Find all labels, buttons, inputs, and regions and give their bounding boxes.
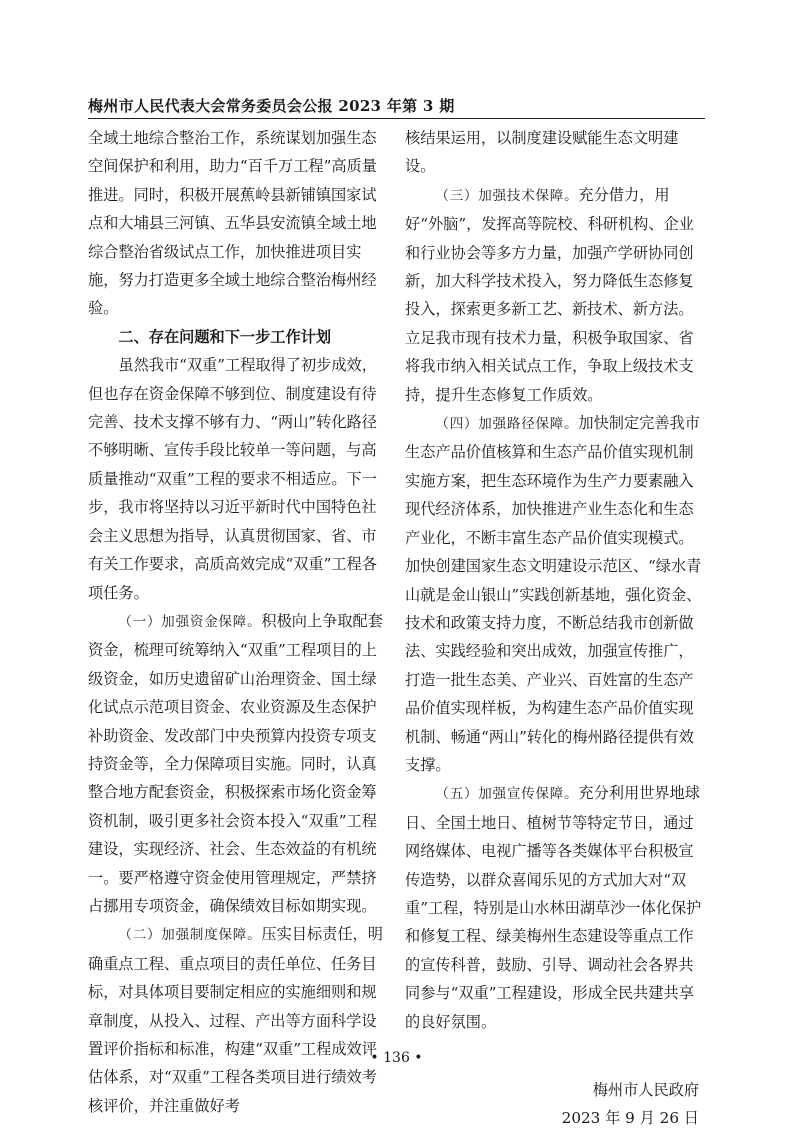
page-number: • 136 • — [370, 1050, 423, 1066]
signing-date: 2023 年 9 月 26 日 — [561, 1109, 699, 1128]
subheading-pathway: （四）加强路径保障。 — [435, 416, 579, 433]
gazette-title: 梅州市人民代表大会常务委员会公报 — [88, 97, 333, 115]
header-divider — [88, 118, 705, 119]
gazette-issue: 2023 年第 3 期 — [338, 97, 455, 115]
gazette-header — [88, 95, 705, 116]
paragraph-system-continued: 核结果运用，以制度建设赋能生态文明建设。 — [405, 129, 679, 176]
pathway-text: 加快制定完善我市生态产品价值核算和生态产品价值实现机制实施方案，把生态环境作为生产力要素融入现代经济体系，加快推进产业生态化和生态产业化，不断丰富生态产品价值实现模式。加快创建国家生态文明建设示范区、“绿水青山就是金山银山”实践创新基地，强化资金、技术和政策支持力度，不断总结我市创新做法、实践经验和突出成效，加强宣传推广，打造一批生态美、产业兴、百姓富的生态产品价值实现样板，为构建生态产品价值实现机制、畅通“两山”转化的梅州路径提供有效支撑。 — [405, 414, 702, 774]
subheading-funding: （一）加强资金保障。 — [118, 613, 262, 630]
signer-organization: 梅州市人民政府 — [592, 1081, 699, 1099]
paragraph-pathway — [405, 409, 705, 779]
funding-text: 积极向上争取配套资金，梳理可统筹纳入“双重”工程项目的上级资金，如历史遗留矿山治理资金、国土绿化试点示范项目资金、农业资源及生态保护补助资金、发改部门中央预算内投资专项支持资金等，全力保障项目实施。同时，认真整合地方配套资金，积极探索市场化资金筹资机制，吸引更多社会资本投入“双重”工程建设，实现经济、社会、生态效益的有机统一。要严格遵守资金使用管理规定，严禁挤占挪用专项资金，确保绩效目标如期实现。 — [88, 611, 383, 915]
paragraph-technology — [405, 181, 705, 409]
paragraph-system — [88, 920, 388, 1120]
subheading-system: （二）加强制度保障。 — [118, 927, 262, 944]
paragraph-publicity — [405, 779, 705, 1036]
left-column — [88, 124, 388, 1120]
technology-text: 充分借力，用好“外脑”，发挥高等院校、科研机构、企业和行业协会等多方力量，加强产学研协同创新，加大科学技术投入，努力降低生态修复投入，探索更多新工艺、新技术、新方法。立足我市现有技术力量，积极争取国家、省将我市纳入相关试点工作，争取上级技术支持，提升生态修复工作质效。 — [405, 185, 694, 404]
section-heading-problems: 二、存在问题和下一步工作计划 — [118, 327, 332, 346]
paragraph-land-consolidation: 全域土地综合整治工作，系统谋划加强生态空间保护和利用，助力“百千万工程”高质量推进。同时，积极开展蕉岭县新铺镇国家试点和大埔县三河镇、五华县安流镇全域土地综合整治省级试点工作，加快推进项目实施，努力打造更多全域土地综合整治梅州经验。 — [88, 129, 377, 318]
system-text: 压实目标责任，明确重点工程、重点项目的责任单位、任务目标，对具体项目要制定相应的实施细则和规章制度，从投入、过程、产出等方面科学设置评价指标和标准，构建“双重”工程成效评估体系，对“双重”工程各类项目进行绩效考核评价，并注重做好考 — [88, 925, 383, 1115]
publicity-text: 充分利用世界地球日、全国土地日、植树节等特定节日，通过网络媒体、电视广播等各类媒体平台积极宣传造势，以群众喜闻乐见的方式加大对“双重”工程，特别是山水林田湖草沙一体化保护和修复工程、绿美梅州生态建设等重点工作的宣传科普，鼓励、引导、调动社会各界共同参与“双重”工程建设，形成全民共建共享的良好氛围。 — [405, 784, 702, 1031]
right-column — [405, 124, 705, 1133]
subheading-publicity: （五）加强宣传保障。 — [435, 786, 579, 803]
paragraph-funding — [88, 607, 388, 920]
subheading-technology: （三）加强技术保障。 — [435, 187, 579, 204]
paragraph-problems: 虽然我市“双重”工程取得了初步成效，但也存在资金保障不够到位、制度建设有待完善、技术支撑不够有力、“两山”转化路径不够明晰、宣传手段比较单一等问题，与高质量推动“双重”工程的要求不相适应。下一步，我市将坚持以习近平新时代中国特色社会主义思想为指导，认真贯彻国家、省、市有关工作要求，高质高效完成“双重”工程各项任务。 — [88, 356, 377, 602]
